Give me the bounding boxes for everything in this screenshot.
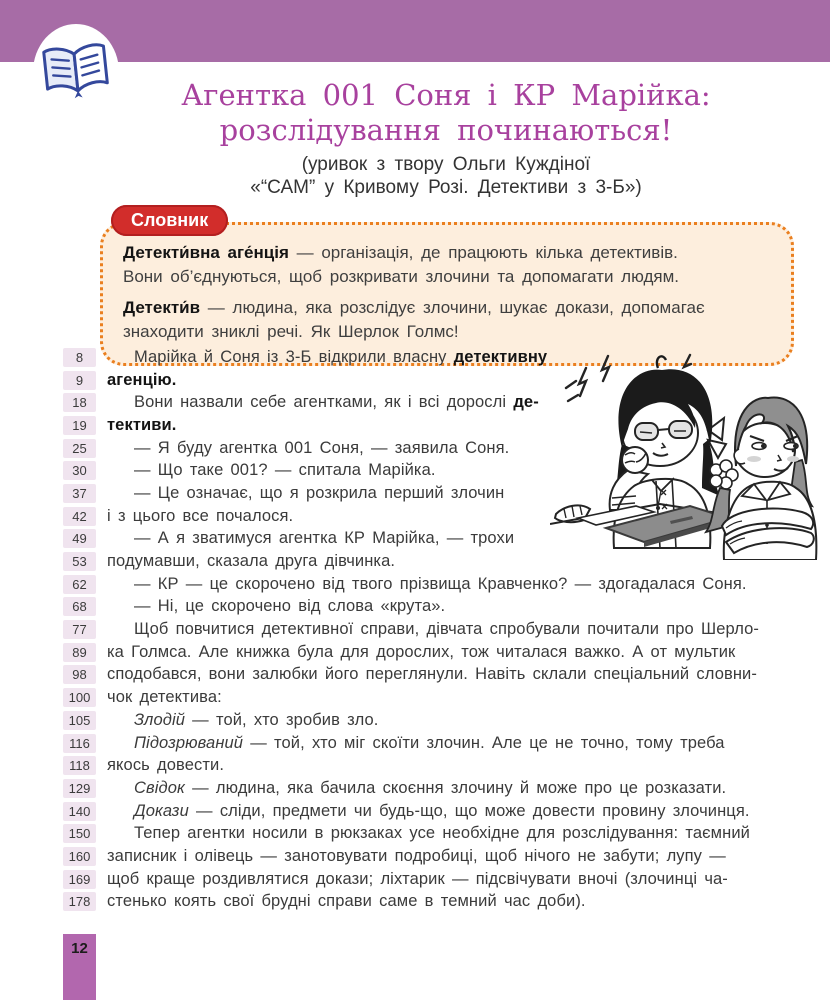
line-number-chip: 68 [63,597,96,616]
line-text [107,371,176,390]
text-line-row [63,845,803,868]
text: — той, хто міг скоїти злочин. Але це не точно, тому треба [243,733,725,752]
line-text [107,665,757,684]
line-text [107,552,395,571]
text: — Що таке 001? — спитала Марійка. [134,461,436,480]
line-text [107,348,547,367]
text: щоб краще роздивлятися докази; ліхтарик — підсвічувати вночі (злочинці ча- [107,869,728,888]
bold-text: Детекти́в [123,298,201,317]
text: Тепер агентки носили в рюкзаках усе необхідне для розслідування: таємний [134,824,750,843]
line-text [107,620,759,639]
flower-scrunchie-icon [710,460,738,489]
line-text [107,711,379,730]
bold-text: тективи. [107,415,177,434]
title-line-1: Агентка 001 Соня і КР Марійка: [181,78,711,112]
vocab-entry-line [123,265,771,289]
text: — сліди, предмети чи будь-що, що може довести провину злочинця. [188,801,750,820]
text: — Ні, це скорочено від слова «крута». [134,597,446,616]
text: якось довести. [107,756,225,775]
text: — КР — це скорочено від твого прізвища Кравченко? — здогадалася Соня. [134,574,747,593]
text-line-row [63,800,803,823]
text-line-row [63,868,803,891]
line-text [107,643,735,662]
line-text [107,847,726,866]
line-number-chip: 62 [63,575,96,594]
line-number-chip: 169 [63,870,96,889]
line-number-chip: 37 [63,484,96,503]
vocab-entry [123,241,771,289]
line-number-chip: 30 [63,461,96,480]
line-text [107,439,509,458]
line-number-chip: 53 [63,552,96,571]
italic-term: Свідок [134,778,185,797]
page-subtitle [90,153,802,199]
line-number-chip: 140 [63,802,96,821]
text-line-row [63,709,803,732]
line-number-chip: 9 [63,371,96,390]
line-number-chip: 178 [63,892,96,911]
line-text [107,393,539,412]
line-text [107,734,725,753]
line-number-chip: 8 [63,348,96,367]
text-line-row [63,754,803,777]
text: записник і олівець — занотовувати подробиці, щоб нічого не забути; лупу — [107,846,726,865]
text-line-row [63,641,803,664]
line-number-chip: 49 [63,529,96,548]
text-line-row [63,618,803,641]
vocab-entry-line [123,241,771,265]
text: Вони об’єднуються, щоб розкривати злочини та допомагати людям. [123,267,680,286]
title-line-2: розслідування починаються! [219,113,673,147]
line-number-chip: 42 [63,507,96,526]
text: — А я зватимуся агентка КР Марійка, — трохи [134,529,515,548]
text-line-row [63,732,803,755]
text-line-row [63,664,803,687]
top-purple-band [0,0,830,62]
line-number-chip: 150 [63,824,96,843]
bold-text: Детекти́вна аге́нція [123,243,289,262]
text: Марійка й Соня із 3-Б відкрили власну [134,347,454,366]
subtitle-line-1: (уривок з твору Ольги Куждіної [301,154,591,175]
story-illustration [550,348,830,560]
text: — людина, яка розслідує злочини, шукає докази, допомагає [200,298,705,317]
italic-term: Докази [134,801,189,820]
line-text [107,824,750,843]
line-number-chip: 118 [63,756,96,775]
line-text [107,802,750,821]
line-text [107,461,436,480]
line-text [107,870,728,889]
text-line-row [63,822,803,845]
page-number-tab [63,934,96,1000]
text: — Я буду агентка 001 Соня, — заявила Соня. [134,438,510,457]
text: ка Голмса. Але книжка була для дорослих, тож читалася важко. А от мультик [107,642,736,661]
vocab-entry-line [123,296,771,320]
line-text [107,597,445,616]
line-text [107,416,176,435]
subtitle-line-2: «“САМ” у Кривому Розі. Детективи з 3-Б») [250,177,642,198]
line-number-chip: 116 [63,734,96,753]
line-number-chip: 98 [63,665,96,684]
line-text [107,484,504,503]
line-text [107,892,586,911]
line-text [107,756,224,775]
bold-text: детективну [453,347,548,366]
text: знаходити зниклі речі. Як Шерлок Голмс! [123,322,459,341]
text: Вони назвали себе агентками, як і всі дорослі [134,393,514,412]
text: подумавши, сказала друга дівчинка. [107,552,396,571]
text-line-row [63,777,803,800]
line-number-chip: 100 [63,688,96,707]
text: — людина, яка бачила скоєння злочину й може про це розказати. [184,778,727,797]
italic-term: Підозрюваний [134,733,244,752]
line-number-chip: 129 [63,779,96,798]
bold-text: агенцію. [107,370,177,389]
line-text [107,688,222,707]
page-title [90,78,802,148]
line-number-chip: 89 [63,643,96,662]
page-number: 12 [71,940,88,957]
text: стенько коять свої брудні справи саме в темний час доби). [107,892,586,911]
text-line-row [63,686,803,709]
line-number-chip: 105 [63,711,96,730]
line-text [107,779,726,798]
line-number-chip: 25 [63,439,96,458]
line-number-chip: 19 [63,416,96,435]
text: і з цього все почалося. [107,506,294,525]
vocab-entry [123,296,771,344]
text-line-row [63,596,803,619]
text: сподобався, вони залюбки його переглянули. Навіть склали спеціальний словни- [107,665,757,684]
line-number-chip: 160 [63,847,96,866]
bold-text: де- [513,393,539,412]
text: Щоб повчитися детективної справи, дівчата спробували почитали про Шерло- [134,620,759,639]
line-text [107,575,747,594]
line-number-chip: 18 [63,393,96,412]
text-line-row [63,573,803,596]
vocabulary-entries [123,241,771,344]
vocabulary-box [100,210,794,366]
text: — той, хто зробив зло. [185,710,379,729]
line-text [107,507,293,526]
vocab-entry-line [123,320,771,344]
text: — організація, де працюють кілька детективів. [288,243,678,262]
italic-term: Злодій [134,710,185,729]
line-text [107,529,514,548]
text: — Це означає, що я розкрила перший злочин [134,483,505,502]
text-line-row [63,891,803,914]
vocabulary-badge: Словник [111,205,228,236]
text: чок детектива: [107,688,222,707]
line-number-chip: 77 [63,620,96,639]
